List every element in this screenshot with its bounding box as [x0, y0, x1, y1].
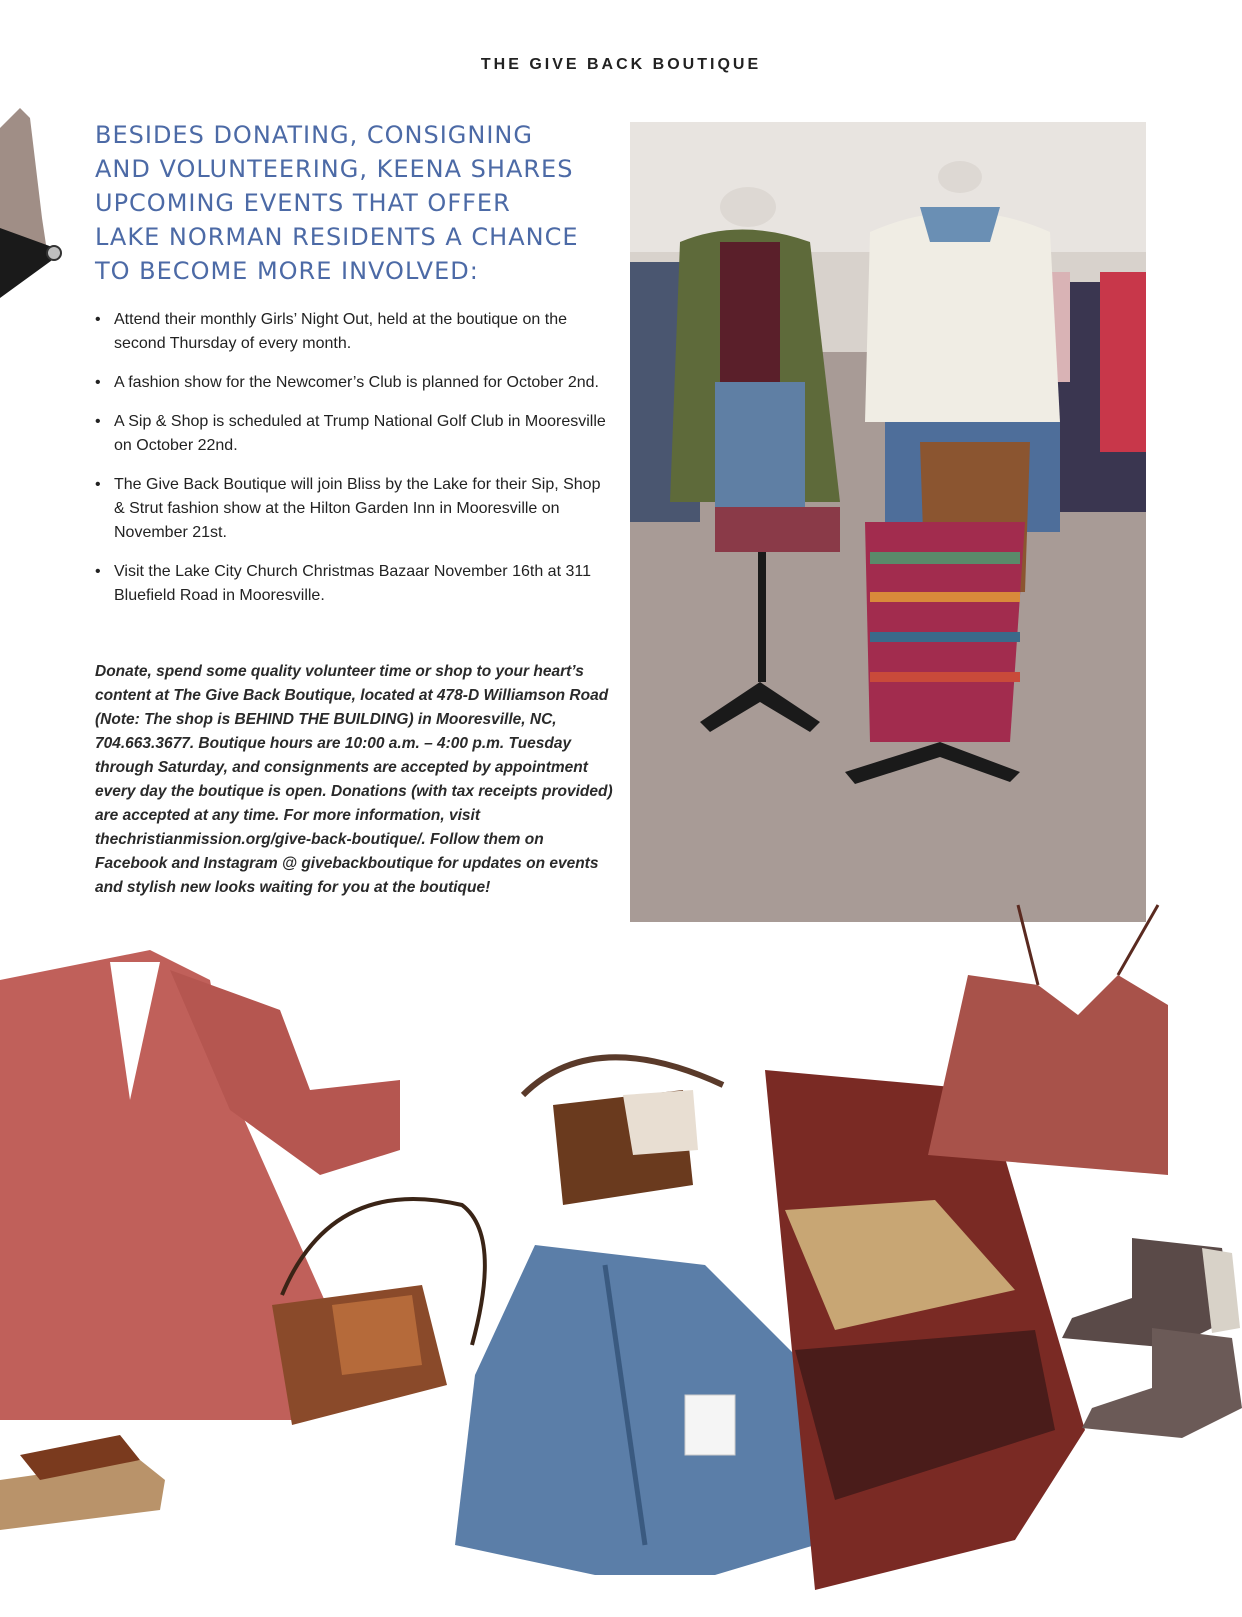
event-item — [95, 473, 615, 545]
event-item — [95, 560, 615, 608]
bullet-icon: • — [95, 374, 101, 391]
headline-line: UPCOMING EVENTS THAT OFFER — [95, 189, 511, 217]
bullet-icon: • — [95, 311, 101, 328]
headline-line: AND VOLUNTEERING, KEENA SHARES — [95, 155, 574, 183]
bullet-icon: • — [95, 413, 101, 430]
closing-paragraph: Donate, spend some quality volunteer time or shop to your heart’s content at The Give Back Boutique, located at 478-D Williamson Road (Note: The shop is BEHIND THE BUILDING) in Mooresville, NC, 704.663.3677. Boutique hours are 10:00 a.m. – 4:00 p.m. Tuesday through Saturday, and consignments are accepted by appointment every day the boutique is open. Donations (with tax receipts provided) are accepted at any time. For more information, visit thechristianmission.org/give-back-boutique/. Follow them on Facebook and Instagram @ givebackboutique for updates on events and stylish new looks waiting for you at the boutique! — [95, 663, 613, 896]
rust-camisole-image — [928, 905, 1178, 1225]
belt-image — [0, 228, 55, 298]
event-text: A Sip & Shop is scheduled at Trump National Golf Club in Mooresville on October 22nd. — [114, 413, 606, 454]
fringe-bag-image — [523, 1035, 733, 1235]
event-item — [95, 308, 615, 356]
partial-tank-top-image — [0, 108, 60, 318]
events-list — [95, 308, 615, 623]
headline-line: LAKE NORMAN RESIDENTS A CHANCE — [95, 223, 579, 251]
event-text: A fashion show for the Newcomer’s Club is planned for October 2nd. — [114, 374, 599, 391]
event-text: Attend their monthly Girls’ Night Out, held at the boutique on the second Thursday of every month. — [114, 311, 567, 352]
event-text: The Give Back Boutique will join Bliss by the Lake for their Sip, Shop & Strut fashion show at the Hilton Garden Inn in Mooresville on November 21st. — [114, 476, 601, 541]
mannequin-photo-illustration — [630, 122, 1146, 922]
event-text: Visit the Lake City Church Christmas Bazaar November 16th at 311 Bluefield Road in Mooresville. — [114, 563, 591, 604]
pull-quote-headline — [95, 118, 625, 288]
event-item — [95, 410, 615, 458]
running-head: THE GIVE BACK BOUTIQUE — [480, 56, 762, 73]
bullet-icon: • — [95, 563, 101, 580]
headline-line: BESIDES DONATING, CONSIGNING — [95, 121, 533, 149]
bullet-icon: • — [95, 476, 101, 493]
headline-line: TO BECOME MORE INVOLVED: — [95, 257, 479, 285]
event-item — [95, 371, 615, 395]
ankle-boots-image — [1062, 1238, 1242, 1448]
mannequin-photo — [630, 122, 1146, 922]
wedge-sandal-image — [0, 1420, 170, 1540]
